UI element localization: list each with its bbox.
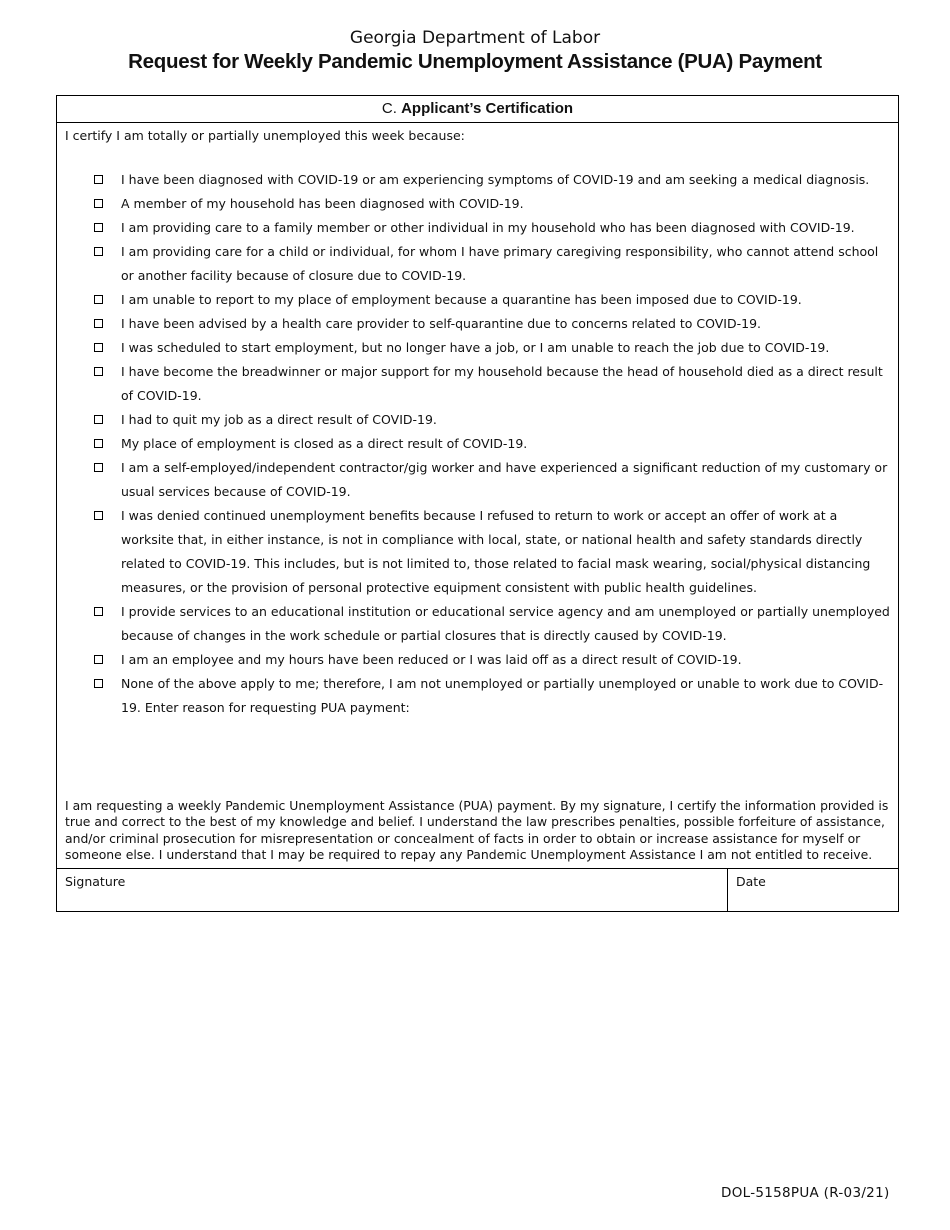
date-field[interactable] (728, 869, 898, 912)
reason-option (94, 504, 894, 600)
reason-checkbox[interactable] (94, 655, 103, 664)
reason-checkbox[interactable] (94, 199, 103, 208)
form-number: DOL-5158PUA (R-03/21) (721, 1185, 890, 1201)
form-title: Request for Weekly Pandemic Unemployment Assistance (PUA) Payment (128, 50, 822, 73)
reason-checkbox[interactable] (94, 247, 103, 256)
reason-checkbox[interactable] (94, 223, 103, 232)
certification-intro: I certify I am totally or partially unemployed this week because: (65, 128, 465, 143)
reason-text: I provide services to an educational institution or educational service agency and am unemployed or partially unemployed because of changes in the work schedule or partial closures that is directly caused by COVID-19. (121, 604, 890, 643)
reason-text: I am an employee and my hours have been reduced or I was laid off as a direct result of COVID-19. (121, 652, 742, 667)
reason-checkbox[interactable] (94, 319, 103, 328)
section-heading (57, 96, 898, 123)
section-prefix: C. (381, 100, 397, 117)
reason-checkbox[interactable] (94, 175, 103, 184)
reason-options-list (94, 168, 894, 720)
reason-checkbox[interactable] (94, 607, 103, 616)
reason-text: I am a self-employed/independent contractor/gig worker and have experienced a significant reduction of my customary or usual services because of COVID-19. (121, 460, 888, 499)
reason-option (94, 168, 894, 192)
reason-option (94, 216, 894, 240)
reason-checkbox[interactable] (94, 343, 103, 352)
reason-option (94, 360, 894, 408)
reason-checkbox[interactable] (94, 295, 103, 304)
reason-checkbox[interactable] (94, 439, 103, 448)
reason-checkbox[interactable] (94, 415, 103, 424)
reason-option (94, 312, 894, 336)
reason-text: I had to quit my job as a direct result of COVID-19. (121, 412, 437, 427)
signature-field[interactable] (57, 869, 728, 912)
reason-text: I am providing care to a family member or other individual in my household who has been diagnosed with COVID-19. (121, 220, 855, 235)
reason-text: I have been diagnosed with COVID-19 or am experiencing symptoms of COVID-19 and am seeking a medical diagnosis. (121, 172, 870, 187)
reason-text: I am providing care for a child or individual, for whom I have primary caregiving responsibility, who cannot attend school or another facility because of closure due to COVID-19. (121, 244, 879, 283)
reason-option (94, 648, 894, 672)
reason-option (94, 192, 894, 216)
reason-text: A member of my household has been diagnosed with COVID-19. (121, 196, 524, 211)
reason-option (94, 336, 894, 360)
agency-name: Georgia Department of Labor (349, 28, 601, 48)
form-header (0, 27, 950, 75)
reason-text: I was denied continued unemployment benefits because I refused to return to work or accept an offer of work at a worksite that, in either instance, is not in compliance with local, state, or national health and safety standards directly related to COVID-19. This includes, but is not limited to, those related to facial mask wearing, social/physical distancing measures, or the provision of personal protective equipment consistent with public health guidelines. (121, 508, 871, 595)
reason-option (94, 456, 894, 504)
date-label: Date (736, 874, 766, 889)
reason-checkbox[interactable] (94, 679, 103, 688)
reason-option (94, 432, 894, 456)
reason-option (94, 408, 894, 432)
certification-form (56, 95, 899, 912)
reason-checkbox[interactable] (94, 511, 103, 520)
signature-row (57, 868, 898, 912)
reason-text: I have been advised by a health care provider to self-quarantine due to concerns related to COVID-19. (121, 316, 761, 331)
reason-checkbox[interactable] (94, 367, 103, 376)
reason-checkbox[interactable] (94, 463, 103, 472)
reason-text: My place of employment is closed as a direct result of COVID-19. (121, 436, 528, 451)
reason-text: I am unable to report to my place of employment because a quarantine has been imposed due to COVID-19. (121, 292, 802, 307)
reason-option (94, 288, 894, 312)
certification-statement: I am requesting a weekly Pandemic Unemployment Assistance (PUA) payment. By my signature, I certify the information provided is true and correct to the best of my knowledge and belief. I understand the law prescribes penalties, possible forfeiture of assistance, and/or criminal prosecution for misrepresentation or concealment of facts in order to obtain or increase assistance for myself or someone else. I understand that I may be required to repay any Pandemic Unemployment Assistance I am not entitled to receive. (65, 798, 889, 862)
reason-option (94, 240, 894, 288)
section-title: Applicant’s Certification (401, 100, 574, 117)
reason-text: I have become the breadwinner or major support for my household because the head of household died as a direct result of COVID-19. (121, 364, 883, 403)
reason-option (94, 672, 894, 720)
signature-label: Signature (65, 874, 126, 889)
reason-text: I was scheduled to start employment, but no longer have a job, or I am unable to reach the job due to COVID-19. (121, 340, 830, 355)
reason-option (94, 600, 894, 648)
reason-text: None of the above apply to me; therefore, I am not unemployed or partially unemployed or unable to work due to COVID-19. Enter reason for requesting PUA payment: (121, 676, 884, 715)
